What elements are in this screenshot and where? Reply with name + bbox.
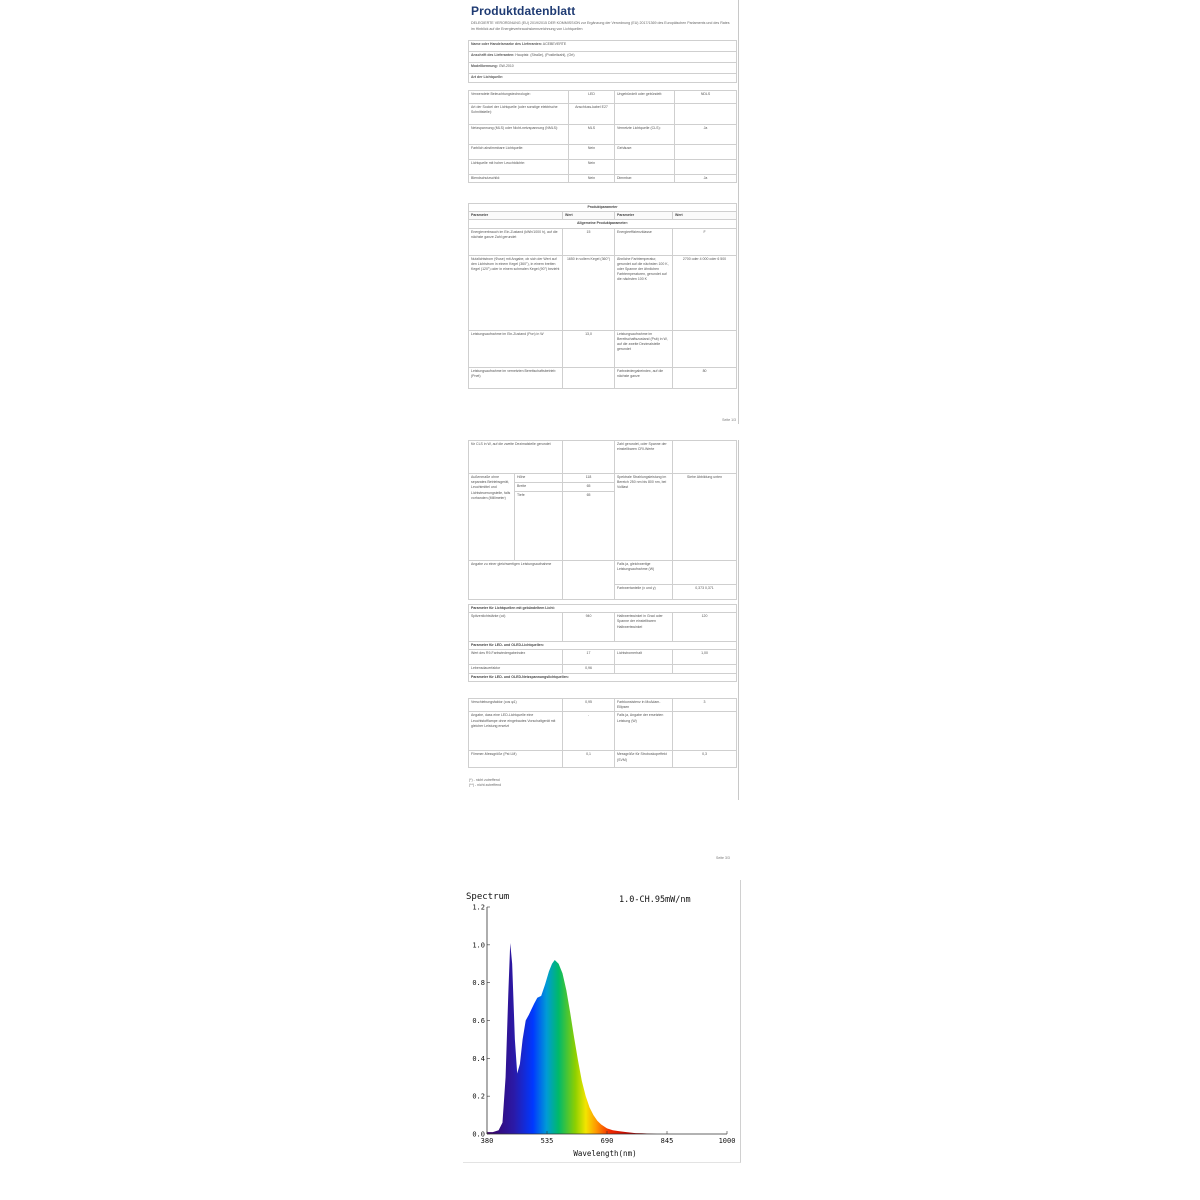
datasheet-page-1: [467, 0, 739, 424]
table-cell: Wert des R9-Farbwiedergabeindex: [469, 650, 563, 665]
led-heading: Parameter für LED- und OLED-Lichtquellen:: [469, 642, 737, 650]
table-row: [469, 104, 737, 125]
table-cell: -: [563, 712, 615, 751]
dimension-label: Höhe: [515, 474, 563, 483]
document-title: Produktdatenblatt: [471, 4, 576, 18]
page-number: Seite 3/3: [716, 856, 730, 860]
table-cell: Angabe, dass eine LED-Lichtquelle eine Leuchtstofflampe ohne eingebautes Vorschaltgerät mit gleicher Leistung ersetzt: [469, 712, 563, 751]
table-cell: [673, 665, 737, 673]
y-tick-label: 1.2: [472, 903, 485, 912]
dimension-value: 118: [563, 474, 615, 483]
table-cell: Zahl gerundet, oder Spanne der einstellbaren CRI-Werte: [615, 441, 673, 474]
table-cell: Ja: [675, 125, 737, 145]
x-tick-label: 380: [480, 1137, 494, 1145]
y-tick-label: 0.4: [472, 1054, 485, 1063]
table-cell: Falls ja, gleichwertige Leistungsaufnahme (W): [615, 561, 673, 585]
table-row: [469, 255, 737, 330]
table-cell: Nein: [569, 175, 615, 183]
table-cell: LED: [569, 91, 615, 104]
table-cell: Nein: [569, 160, 615, 175]
table-cell: Spektrale Strahlungsleistung im Bereich 250 nm bis 800 nm, bei Volllast: [615, 474, 673, 561]
table-cell: Vernetzte Lichtquelle (CLS):: [615, 125, 675, 145]
spectrum-area: [487, 943, 657, 1134]
chart-title: Spectrum: [466, 892, 510, 902]
table-cell: [615, 665, 673, 673]
light-source-type-label: Art der Lichtquelle:: [471, 75, 504, 79]
table-cell: Farbkonsistenz in McAdam-Ellipsen: [615, 699, 673, 712]
y-tick-label: 0.0: [472, 1130, 485, 1139]
table-cell: Anschluss-kabel E27: [569, 104, 615, 125]
table-cell: 0,96: [563, 665, 615, 673]
table-cell: [673, 441, 737, 474]
table-row: [469, 145, 737, 160]
footnote: (**) - nicht zutreffend: [469, 783, 502, 787]
table-cell: Angabe zu einer gleichwertigen Leistungsaufnahme: [469, 561, 563, 600]
dimension-label: Breite: [515, 483, 563, 492]
x-tick-label: 845: [660, 1137, 674, 1145]
table-row: [469, 91, 737, 104]
y-tick-label: 1.0: [472, 941, 485, 950]
chart-annotation: 1.0-CH.95mW/nm: [619, 895, 691, 905]
y-tick-label: 0.2: [472, 1092, 485, 1101]
table-cell: [615, 160, 675, 175]
x-tick-label: 1000: [718, 1137, 736, 1145]
page-number: Seite 1/3: [722, 418, 736, 422]
table-cell: Netzspannung (MLS) oder Nicht-netzspannung (NMLS):: [469, 125, 569, 145]
table-cell: Farbwertanteile (x und y): [615, 584, 673, 599]
model-value: GW-2010: [498, 64, 514, 68]
table-row: [469, 650, 737, 665]
x-axis-label: Wavelength(nm): [573, 1149, 637, 1158]
table-cell: [673, 330, 737, 367]
led-heading-row: [469, 642, 737, 650]
table-row: [469, 175, 737, 183]
table-cell: [675, 160, 737, 175]
directional-parameter-table: [468, 604, 737, 682]
table-cell: Energieverbrauch im Ein-Zustand (kWh/1000 h), auf die nächste ganze Zahl gerundet: [469, 228, 563, 255]
dimensions-row: [469, 474, 737, 483]
chromaticity-value: 0,373 0,371: [673, 584, 737, 599]
dimension-label: Tiefe: [515, 492, 563, 561]
y-tick-label: 0.8: [472, 979, 485, 988]
table-cell: Ähnliche Farbtemperatur, gerundet auf die nächsten 100 K, oder Spanne der ähnlichen Farbtemperaturen, gerundet auf die nächsten 100 K: [615, 255, 673, 330]
table-row: [469, 367, 737, 388]
table-cell: [615, 104, 675, 125]
x-tick-label: 690: [600, 1137, 614, 1145]
product-parameters-heading: Produktparameter: [469, 204, 737, 212]
footnote: (*) - nicht zutreffend: [469, 778, 500, 782]
table-row: [469, 561, 737, 585]
dimension-value: 65: [563, 483, 615, 492]
light-source-type-table: [468, 90, 737, 183]
dimension-value: 65: [563, 492, 615, 561]
model-label: Modellkennung:: [471, 64, 498, 68]
table-cell: 120: [673, 613, 737, 642]
table-cell: Siehe Abbildung unten: [673, 474, 737, 561]
table-cell: [563, 367, 615, 388]
x-tick-label: 535: [540, 1137, 554, 1145]
plot-area: [472, 904, 735, 1146]
table-cell: 0,95: [563, 699, 615, 712]
table-cell: Falls ja, Angabe der ersetzten Leistung (W): [615, 712, 673, 751]
table-cell: NDLS: [675, 91, 737, 104]
table-cell: Nein: [569, 145, 615, 160]
spectrum-chart-svg: [463, 880, 740, 1162]
mains-heading-row: [469, 673, 737, 681]
directional-heading: Parameter für Lichtquellen mit gebündeltem Licht:: [469, 605, 737, 613]
spectrum-chart: [463, 880, 741, 1163]
mains-parameter-table: [468, 698, 737, 768]
y-tick-label: 0.6: [472, 1017, 485, 1025]
table-cell: Nutzlichtstrom (Φuse) mit Angabe, ob sich der Wert auf den Lichtstrom in einem Kegel (360°), in einem breiten Kegel (120°) oder in einem schmalen Kegel (90°) bezieht: [469, 255, 563, 330]
general-parameters-heading-row: [469, 220, 737, 228]
table-cell: [673, 712, 737, 751]
product-parameter-table: [468, 203, 737, 389]
product-parameters-heading-row: [469, 204, 737, 212]
table-cell: Energieeffizienzklasse: [615, 228, 673, 255]
table-cell: Farblich abstimmbare Lichtquelle:: [469, 145, 569, 160]
supplier-table: [468, 40, 737, 83]
table-cell: Blendschutzschild:: [469, 175, 569, 183]
table-row: [469, 160, 737, 175]
table-row: [469, 613, 737, 642]
table-cell: Messgröße für Stroboskopeffekt (SVM): [615, 751, 673, 768]
table-cell: 15: [563, 228, 615, 255]
mains-heading: Parameter für LED- und OLED-Netzspannungslichtquellen:: [469, 673, 737, 681]
table-cell: [563, 561, 615, 600]
table-cell: 13,0: [563, 330, 615, 367]
general-parameters-heading: Allgemeine Produktparameter:: [469, 220, 737, 228]
table-cell: Flimmer-Messgröße (Pst LM): [469, 751, 563, 768]
table-row: [469, 228, 737, 255]
table-row: [469, 699, 737, 712]
table-cell: [675, 145, 737, 160]
table-cell: 0,3: [673, 751, 737, 768]
table-cell: 940: [563, 613, 615, 642]
table-row: [469, 125, 737, 145]
table-cell: Ungebündelt oder gebündelt:: [615, 91, 675, 104]
parameter-header-row: [469, 212, 737, 220]
address-value: Hauptstr. (Straße), (Postleitzahl), (Ort): [515, 53, 575, 57]
table-cell: Lichtstromerhalt: [615, 650, 673, 665]
col-header-parameter: Parameter: [469, 212, 563, 220]
table-cell: 80: [673, 367, 737, 388]
table-cell: [675, 104, 737, 125]
table-cell: Dimmbar:: [615, 175, 675, 183]
table-cell: 0,1: [563, 751, 615, 768]
address-label: Anschrift des Lieferanten:: [471, 53, 515, 57]
supplier-label: Name oder Handelsmarke des Lieferanten:: [471, 42, 542, 46]
footnotes: [469, 778, 501, 788]
table-cell: 1650 in vollem Kegel (360°): [563, 255, 615, 330]
table-row: [469, 665, 737, 673]
table-cell: Verwendete Beleuchtungstechnologie:: [469, 91, 569, 104]
datasheet-page-2: [467, 440, 739, 800]
table-cell: Leistungsaufnahme im Ein-Zustand (Pon) in W: [469, 330, 563, 367]
table-cell: Leistungsaufnahme im vernetzten Bereitschaftsbetrieb (Pnet): [469, 367, 563, 388]
table-cell: F: [673, 228, 737, 255]
table-cell: Gehäuse:: [615, 145, 675, 160]
table-cell: 2700 oder 4 000 oder 6 500: [673, 255, 737, 330]
table-cell: 17: [563, 650, 615, 665]
table-cell: Spitzenlichtstärke (cd): [469, 613, 563, 642]
table-cell: 3: [673, 699, 737, 712]
col-header-value: Wert: [563, 212, 615, 220]
table-cell: Leistungsaufnahme im Bereitschaftszustand (Psb) in W, auf die zweite Dezimalstelle gerundet: [615, 330, 673, 367]
directional-heading-row: [469, 605, 737, 613]
col-header-value: Wert: [673, 212, 737, 220]
table-cell: Ja: [675, 175, 737, 183]
table-row: [469, 330, 737, 367]
table-cell: Farbwiedergabeindex, auf die nächste ganze: [615, 367, 673, 388]
table-cell: Halbwertswinkel in Grad oder Spanne der einstellbaren Halbwertswinkel: [615, 613, 673, 642]
table-row: [469, 712, 737, 751]
table-cell: [673, 561, 737, 585]
table-cell: MLS: [569, 125, 615, 145]
table-cell: Verschiebungsfaktor (cos φ1): [469, 699, 563, 712]
table-cell: 1,00: [673, 650, 737, 665]
table-cell: Art der Sockel der Lichtquelle (oder sonstige elektrische Schnittstelle):: [469, 104, 569, 125]
table-cell: Lebensdauerfaktor: [469, 665, 563, 673]
supplier-row: [469, 41, 737, 52]
table-cell: für CLS in W, auf die zweite Dezimalstelle gerundet: [469, 441, 563, 474]
table-cell: Lichtquelle mit hoher Leuchtdichte:: [469, 160, 569, 175]
col-header-parameter: Parameter: [615, 212, 673, 220]
table-cell: [563, 441, 615, 474]
continued-parameter-table: [468, 440, 737, 600]
light-source-type-row: [469, 74, 737, 83]
supplier-value: ACEBEVERTE: [542, 42, 567, 46]
dimensions-label: Außenmaße ohne separates Betriebsgerät, Leuchtmittel und Lichtsteuerungsteile, falls vorhanden (Millimeter): [469, 474, 515, 561]
table-row: [469, 751, 737, 768]
address-row: [469, 52, 737, 63]
model-row: [469, 63, 737, 74]
table-row: [469, 441, 737, 474]
regulation-intro: DELEGIERTE VERORDNUNG (EU) 2019/2015 DER KOMMISSION zur Ergänzung der Verordnung (EU) 2017/1369 des Europäischen Parlaments und des Rates im Hinblick auf die Energieverbrauchskennzeichnung von Lichtquellen: [471, 21, 730, 31]
